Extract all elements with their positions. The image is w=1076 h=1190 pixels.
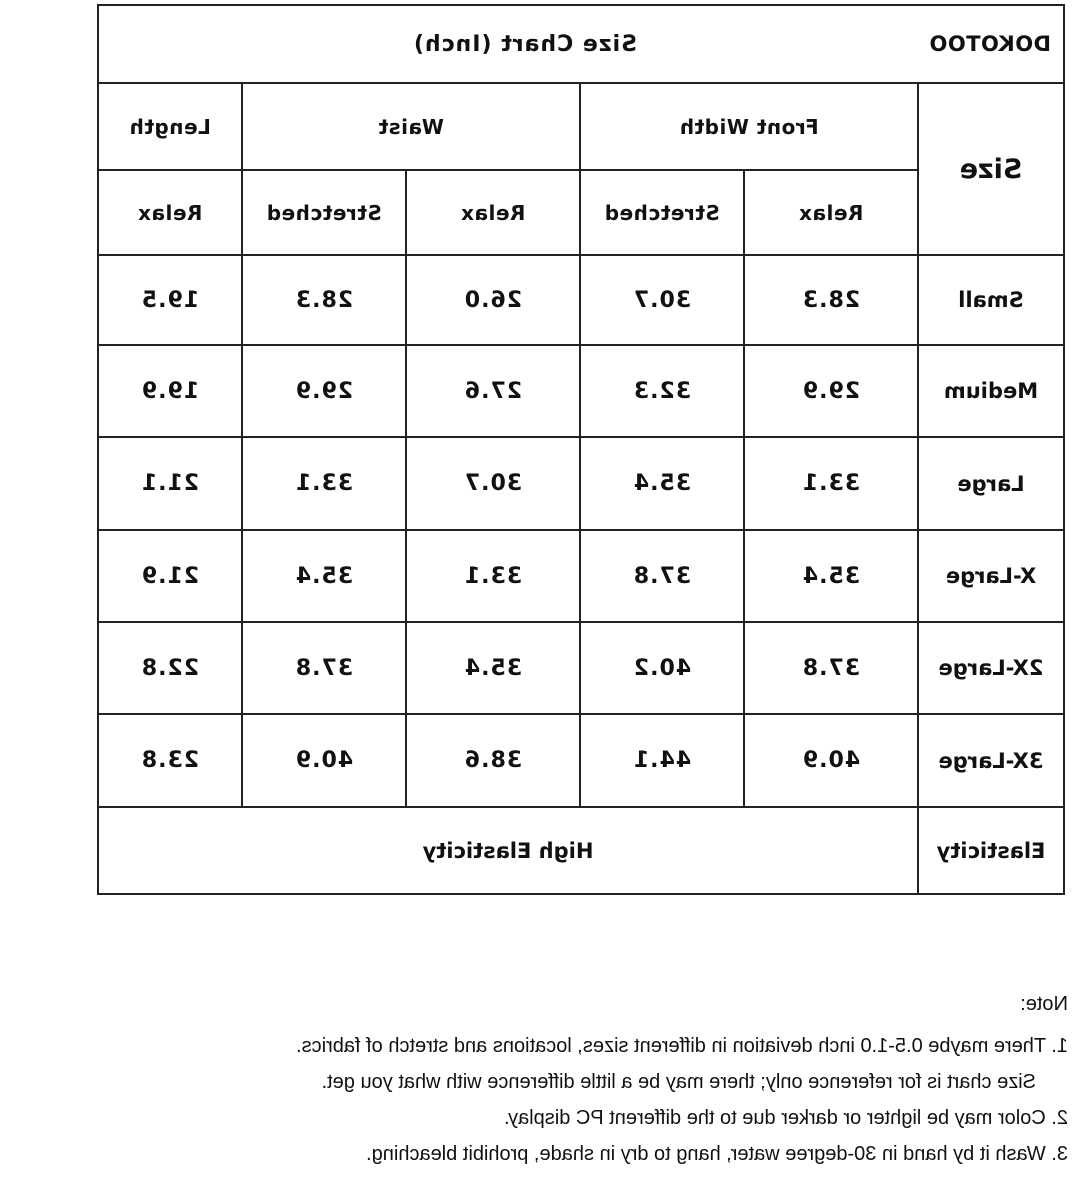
table-cell: 28.3	[743, 256, 917, 346]
table-cell: 19.9	[99, 346, 241, 438]
table-cell: 33.1	[241, 438, 405, 531]
group-header-length: Length	[99, 84, 241, 171]
table-cell: 35.4	[743, 531, 917, 623]
size-label: X-Large	[917, 531, 1063, 623]
table-cell: 27.6	[405, 346, 579, 438]
table-cell: 29.9	[241, 346, 405, 438]
title-row	[99, 6, 1063, 84]
table-cell: 32.3	[579, 346, 743, 438]
table-cell: 38.6	[405, 715, 579, 808]
table-cell: 44.1	[579, 715, 743, 808]
size-label: Medium	[917, 346, 1063, 438]
table-cell: 30.7	[579, 256, 743, 346]
note-line: Size chart is for reference only; there may be a little difference with what you get.	[321, 1071, 1036, 1093]
table-cell: 37.8	[743, 623, 917, 715]
table-cell: 33.1	[743, 438, 917, 531]
table-cell: 40.9	[743, 715, 917, 808]
table-cell: 26.0	[405, 256, 579, 346]
size-header: Size	[917, 84, 1063, 256]
notes-section	[8, 986, 1068, 1172]
sub-header: Relax	[405, 171, 579, 256]
elasticity-value: High Elasticity	[422, 838, 594, 863]
table-cell: 33.1	[405, 531, 579, 623]
note-line: 2. Color may be lighter or darker due to the different PC display.	[504, 1107, 1068, 1129]
size-label: Small	[917, 256, 1063, 346]
size-label: 2X-Large	[917, 623, 1063, 715]
table-cell: 21.1	[99, 438, 241, 531]
group-header-front-width: Front Width	[579, 84, 917, 171]
brand-name: DOKOTOO	[929, 32, 1051, 56]
table-cell: 40.2	[579, 623, 743, 715]
table-cell: 21.9	[99, 531, 241, 623]
sub-header: Stretched	[579, 171, 743, 256]
sub-header: Relax	[99, 171, 241, 256]
table-cell: 19.5	[99, 256, 241, 346]
table-cell: 30.7	[405, 438, 579, 531]
note-line: 3. Wash it by hand in 30-degree water, hang to dry in shade, prohibit bleaching.	[366, 1143, 1068, 1165]
table-cell: 22.8	[99, 623, 241, 715]
sub-header: Relax	[743, 171, 917, 256]
table-cell: 29.9	[743, 346, 917, 438]
table-cell: 35.4	[405, 623, 579, 715]
sub-header: Stretched	[241, 171, 405, 256]
group-header-waist: Waist	[241, 84, 579, 171]
note-line: 1. There maybe 0.5-1.0 inch deviation in different sizes, locations and stretch of fabrics.	[296, 1035, 1068, 1057]
size-label: 3X-Large	[917, 715, 1063, 808]
table-cell: 23.8	[99, 715, 241, 808]
elasticity-label: Elasticity	[917, 808, 1063, 893]
notes-heading: Note:	[1020, 993, 1068, 1015]
chart-title: Size Chart (Inch)	[412, 32, 637, 57]
table-cell: 37.8	[241, 623, 405, 715]
table-cell: 40.9	[241, 715, 405, 808]
size-chart-table	[97, 4, 1065, 895]
size-label: Large	[917, 438, 1063, 531]
table-cell: 35.4	[579, 438, 743, 531]
table-cell: 37.8	[579, 531, 743, 623]
table-cell: 28.3	[241, 256, 405, 346]
table-cell: 35.4	[241, 531, 405, 623]
